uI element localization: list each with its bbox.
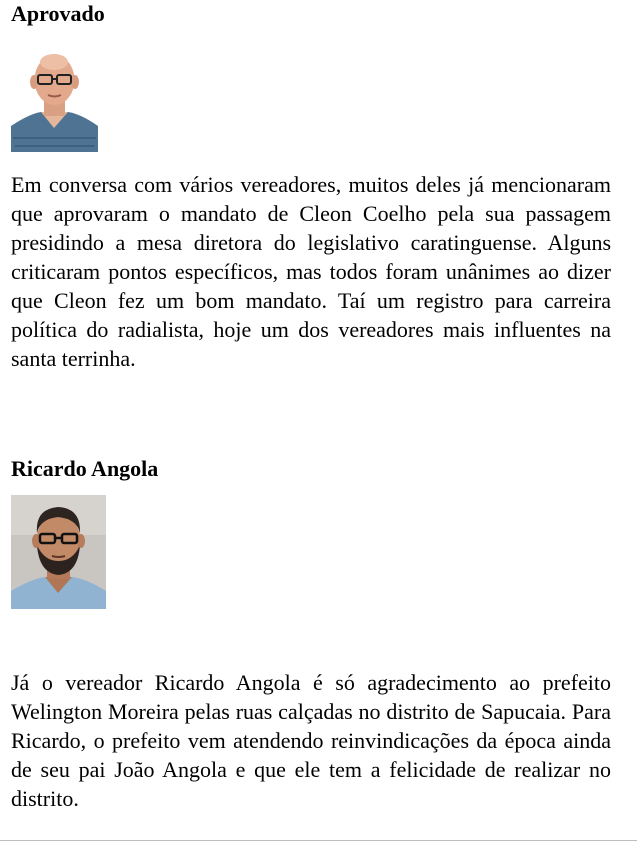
section-paragraph-ricardo-angola: Já o vereador Ricardo Angola é só agradecimento ao prefeito Welington Moreira pelas ruas calçadas no distrito de Sapucaia. Para Ricardo, o prefeito vem atendendo reinvindicações da época ainda de seu pai João Angola e que ele tem a felicidade de realizar no distrito. [11,670,611,811]
portrait-illustration [11,495,106,609]
portrait-illustration [11,42,98,152]
section-heading-aprovado: Aprovado [11,1,105,26]
ricardo-angola-photo [11,495,106,609]
cleon-coelho-photo [11,42,98,152]
section-heading-ricardo-angola: Ricardo Angola [11,456,159,481]
page-bottom-divider [0,840,637,841]
section-paragraph-aprovado: Em conversa com vários vereadores, muitos deles já mencionaram que aprovaram o mandato de Cleon Coelho pela sua passagem presidindo a mesa diretora do legislativo caratinguense. Alguns criticaram pontos específicos, mas todos foram unânimes ao dizer que Cleon fez um bom mandato. Taí um registro para carreira política do radialista, hoje um dos vereadores mais influentes na santa terrinha. [11,172,611,371]
